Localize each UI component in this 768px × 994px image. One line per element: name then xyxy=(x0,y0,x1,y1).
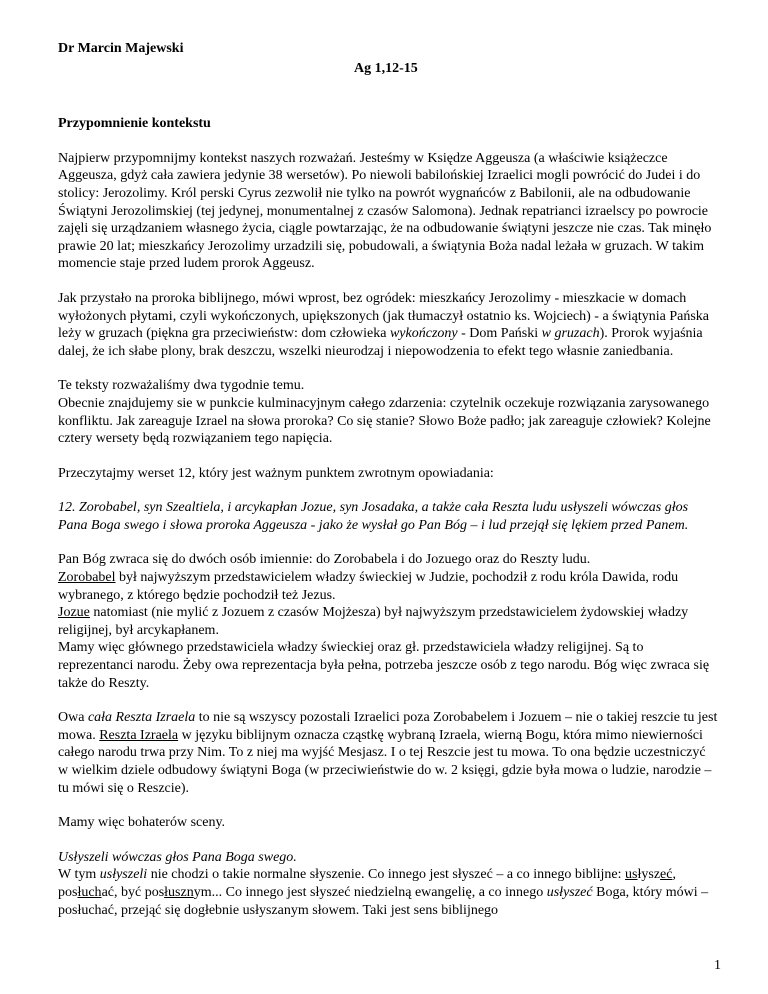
underlined-run: łuch xyxy=(77,884,102,900)
author-name: Dr Marcin Majewski xyxy=(58,41,184,56)
text-run: ać, być pos xyxy=(101,884,165,900)
paragraph-intro-verse: Przeczytajmy werset 12, który jest ważnym punktem zwrotnym opowiadania: xyxy=(58,465,494,481)
document-page xyxy=(58,40,718,919)
paragraph-recap-1: Te teksty rozważaliśmy dwa tygodnie temu. xyxy=(58,378,305,394)
italic-run: usłyszeli xyxy=(99,867,148,883)
text-run: natomiast (nie mylić z Jozuem z czasów Mojżesza) był najwyższym przedstawicielem żydowskiej władzy religijnej, był arcykapłanem. xyxy=(58,605,689,638)
verse-text: 12. Zorobabel, syn Szealtiela, i arcykapłan Jozue, syn Josadaka, a także cała Reszta ludu usłyszeli wówczas głos Pana Boga swego i słowa proroka Aggeusza - jako że wysłał go Pan Bóg – i lud przejął się lękiem przed Panem. xyxy=(58,500,689,533)
text-run: to nie są wszyscy pozostali Izraelici poza Zorobabelem i Jozuem – nie o takiej reszcie tu jest mowa. xyxy=(58,710,718,743)
scripture-reference: Ag 1,12-15 xyxy=(354,60,418,76)
text-run: łysz xyxy=(637,867,661,883)
text-run: ym... Co innego jest słyszeć niedzielną ewangelię, a co innego xyxy=(193,884,547,900)
underlined-run: us xyxy=(625,867,638,883)
paragraph-hearing-quote xyxy=(58,849,718,867)
paragraph-persons-4: Mamy więc głównego przedstawiciela władzy świeckiej oraz gł. przedstawiciela władzy religijnej. Są to reprezentanci narodu. Żeby owa reprezentacja była pełna, potrzeba jeszcze osób z tego narodu. Bóg więc zwraca się także do Reszty. xyxy=(58,640,710,691)
underlined-run: eć xyxy=(660,867,673,883)
paragraph-persons-2 xyxy=(58,569,718,604)
paragraph-heroes: Mamy więc bohaterów sceny. xyxy=(58,815,226,831)
text-run: był najwyższym przedstawicielem władzy świeckiej w Judzie, pochodził z rodu króla Dawida, rodu wybranego, z którego będzie pochodził też Jezus. xyxy=(58,570,679,603)
underlined-run: łuszn xyxy=(164,884,194,900)
underlined-run: Reszta Izraela xyxy=(99,727,179,743)
italic-quote: Usłyszeli wówczas głos Pana Boga swego. xyxy=(58,849,297,865)
text-run: ). Prorok wyjaśnia dalej, że ich słabe plony, brak deszczu, wszelki nieurodzaj i niepowodzenia to efekt tego własnie zaniedbania. xyxy=(58,326,703,359)
italic-run: cała Reszta Izraela xyxy=(87,710,196,726)
text-run: W tym xyxy=(58,867,100,883)
text-run: - Dom Pański xyxy=(457,326,542,342)
paragraph-persons-3 xyxy=(58,604,718,639)
text-run: nie chodzi o takie normalne słyszenie. Co innego jest słyszeć – a co innego biblijne: xyxy=(147,867,626,883)
section-heading: Przypomnienie kontekstu xyxy=(58,116,211,132)
underlined-name: Zorobabel xyxy=(58,570,116,586)
paragraph-persons-1: Pan Bóg zwraca się do dwóch osób imiennie: do Zorobabela i do Jozuego oraz do Reszty ludu. xyxy=(58,552,591,568)
italic-run: w gruzach xyxy=(541,326,600,342)
italic-run: usłyszeć xyxy=(546,884,593,900)
verse-quote xyxy=(58,499,718,534)
page-number: 1 xyxy=(714,958,721,973)
paragraph-hearing xyxy=(58,866,718,919)
text-run: , pos xyxy=(58,867,676,900)
paragraph-prophet xyxy=(58,290,718,360)
underlined-name: Jozue xyxy=(58,605,90,621)
paragraph-context: Najpierw przypomnijmy kontekst naszych rozważań. Jesteśmy w Księdze Aggeusza (a właściwie książeczce Aggeusza, gdyż cała zawiera jedynie 38 wersetów). Po niewoli babilońskiej Izraelici mogli powrócić do Judei i do stolicy: Jerozolimy. Król perski Cyrus zezwolił nie tylko na powrót wygnańców z Babilonii, ale na odbudowanie Świątyni Jerozolimskiej (tej jedynej, monumentalnej z czasów Salomona). Jednak repatrianci izraelscy po powrocie zajęli się urządzaniem własnego życia, ciągle powtarzając, że na odbudowanie świątyni jeszcze nie czas. Tak minęło prawie 20 lat; mieszkańcy Jerozolimy urzadzili się, pobudowali, a świątynia Boża nadal leżała w gruzach. W takim momencie staje przed ludem prorok Aggeusz. xyxy=(58,150,712,272)
text-run: Owa xyxy=(58,710,88,726)
text-run: Boga, który mówi – posłuchać, przejąć się dogłebnie usłyszanym słowem. Taki jest sens biblijnego xyxy=(58,884,709,918)
italic-run: wykończony xyxy=(389,326,458,342)
paragraph-recap-2: Obecnie znajdujemy sie w punkcie kulminacyjnym całego zdarzenia: czytelnik oczekuje rozwiązania zarysowanego konfliktu. Jak zareaguje Izrael na słowa proroka? Co się stanie? Słowo Boże padło; jak zareaguje człowiek? Kolejne cztery wersety będą rozwiązaniem tego napięcia. xyxy=(58,395,711,447)
paragraph-remnant xyxy=(58,709,718,797)
text-run: w języku biblijnym oznacza cząstkę wybraną Izraela, wierną Bogu, która mimo niewierności całego narodu trwa przy Nim. To z niej ma wyjść Mesjasz. I o tej Reszcie jest tu mowa. To ona będzie uczestniczyć w wielkim dziele odbudowy świątyni Boga (w przeciwieństwie do w. 2 księgi, gdzie była mowa o ludzie, narodzie – tu mówi się o Reszcie). xyxy=(58,727,712,796)
text-run: Jak przystało na proroka biblijnego, mówi wprost, bez ogródek: mieszkańcy Jerozolimy - mieszkacie w domach wyłożonych płytami, czyli wykończonych, upiększonych (jak tłumaczył ostatnio ks. Wojciech) - a świątynia Pańska leży w gruzach (piękna gra przeciwieństw: dom człowieka xyxy=(58,290,709,342)
